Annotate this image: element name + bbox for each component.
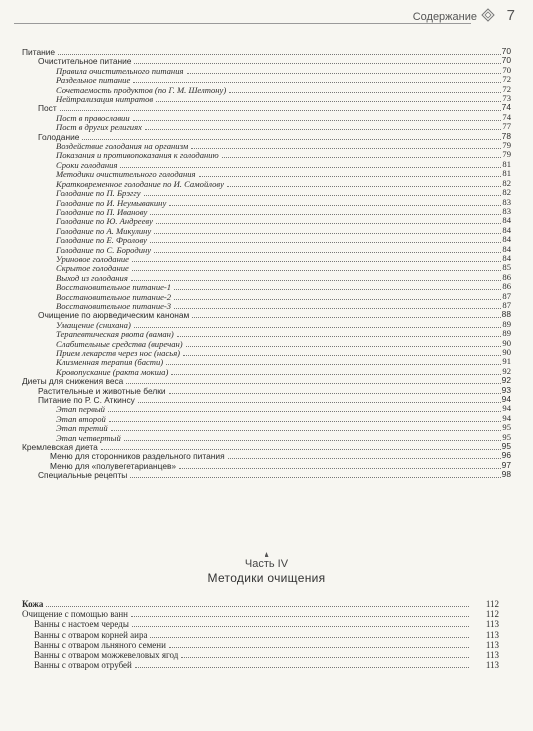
dot-leader bbox=[150, 235, 501, 243]
dot-leader bbox=[192, 310, 501, 318]
toc-entry-title: Голодание по С. Бородину bbox=[56, 244, 152, 255]
toc-entry-title: Скрытое голодание bbox=[56, 263, 129, 274]
toc-entry[interactable] bbox=[0, 599, 533, 609]
dot-leader bbox=[133, 75, 501, 83]
toc-entry[interactable] bbox=[0, 273, 533, 282]
toc-entry-title: Нейтрализация нитратов bbox=[56, 94, 154, 105]
toc-entry-title: Прием лекарств через нос (насья) bbox=[56, 348, 181, 358]
toc-entry-title: Пост в православии bbox=[56, 112, 130, 123]
toc-entry-page: 93 bbox=[501, 384, 511, 395]
toc-entry-page: 85 bbox=[502, 262, 511, 273]
toc-entry-page: 97 bbox=[501, 459, 511, 470]
toc-entry[interactable] bbox=[0, 103, 533, 112]
toc-entry[interactable] bbox=[0, 122, 533, 131]
toc-entry-title: Ванны с отваром льняного семени bbox=[34, 639, 166, 650]
dot-leader bbox=[186, 339, 501, 347]
toc-entry-title: Ванны с настоем череды bbox=[34, 619, 129, 630]
toc-entry[interactable] bbox=[0, 188, 533, 197]
page-number: 7 bbox=[506, 7, 515, 24]
dot-leader bbox=[120, 160, 501, 168]
toc-entry-page: 92 bbox=[502, 365, 511, 376]
toc-entry-title: Восстановительное питание-2 bbox=[56, 291, 172, 302]
toc-entry-page: 70 bbox=[502, 64, 511, 75]
toc-entry[interactable] bbox=[0, 216, 533, 225]
toc-entry[interactable] bbox=[0, 414, 533, 423]
toc-entry-page: 90 bbox=[502, 347, 511, 357]
toc-entry[interactable] bbox=[0, 640, 533, 650]
toc-entry[interactable] bbox=[0, 292, 533, 301]
dot-leader bbox=[222, 150, 501, 158]
toc-entry[interactable] bbox=[0, 367, 533, 376]
toc-entry-title: Этап четвертый bbox=[56, 432, 121, 443]
toc-entry-page: 113 bbox=[485, 639, 499, 650]
toc-entry[interactable] bbox=[0, 650, 533, 660]
dot-leader bbox=[181, 650, 469, 658]
dot-leader bbox=[169, 198, 501, 206]
toc-entry-page: 96 bbox=[501, 450, 511, 461]
toc-entry-title: Голодание по Е. Фролову bbox=[56, 235, 148, 246]
toc-entry-page: 81 bbox=[502, 158, 511, 169]
toc-entry-page: 70 bbox=[501, 55, 511, 66]
toc-entry-title: Клизменная терапия (басти) bbox=[56, 357, 164, 368]
toc-entry-page: 72 bbox=[502, 74, 511, 85]
toc-entry-title: Ванны с отваром можжевеловых ягод bbox=[34, 649, 179, 660]
toc-entry-title: Ванны с отваром отрубей bbox=[34, 660, 132, 671]
toc-entry-title: Этап третий bbox=[56, 423, 108, 434]
toc-entry-title: Питание bbox=[22, 47, 56, 57]
toc-entry[interactable] bbox=[0, 470, 533, 479]
toc-entry-title: Диеты для снижения веса bbox=[22, 376, 124, 387]
dot-leader bbox=[174, 292, 501, 300]
toc-entry-title: Кровопускание (ракта мокша) bbox=[56, 366, 169, 377]
toc-entry-title: Уриновое голодание bbox=[56, 253, 129, 264]
toc-entry-page: 94 bbox=[502, 403, 511, 414]
toc-entry-title: Голодание по Ю. Андрееву bbox=[56, 216, 153, 227]
dot-leader bbox=[126, 376, 501, 384]
dot-leader bbox=[156, 216, 501, 224]
toc-entry-title: Очищение с помощью ванн bbox=[22, 609, 128, 620]
toc-entry-page: 112 bbox=[485, 609, 499, 620]
dot-leader bbox=[133, 113, 501, 121]
dot-leader bbox=[134, 56, 501, 64]
dot-leader bbox=[108, 404, 501, 412]
toc-entry[interactable] bbox=[0, 329, 533, 338]
toc-part3-list bbox=[0, 47, 533, 480]
dot-leader bbox=[135, 660, 469, 668]
toc-entry-title: Сроки голодания bbox=[56, 159, 118, 170]
dot-leader bbox=[199, 169, 501, 177]
toc-entry-page: 83 bbox=[502, 205, 511, 216]
dot-leader bbox=[191, 141, 501, 149]
toc-entry[interactable] bbox=[0, 47, 533, 56]
toc-entry-page: 82 bbox=[502, 187, 511, 198]
dot-leader bbox=[131, 609, 469, 617]
toc-entry-title: Сочетаемость продуктов (по Г. М. Шелтону) bbox=[56, 84, 227, 95]
dot-leader bbox=[150, 630, 469, 638]
toc-entry-page: 86 bbox=[502, 271, 511, 282]
toc-entry-title: Воздействие голодания на организм bbox=[56, 141, 189, 152]
dot-leader bbox=[166, 357, 501, 365]
toc-entry[interactable] bbox=[0, 169, 533, 178]
part-title: Часть IV bbox=[244, 558, 289, 570]
toc-entry-page: 74 bbox=[502, 111, 511, 122]
toc-entry[interactable] bbox=[0, 179, 533, 188]
toc-entry[interactable] bbox=[0, 85, 533, 94]
toc-entry-page: 113 bbox=[485, 629, 499, 640]
toc-entry[interactable] bbox=[0, 226, 533, 235]
toc-entry-title: Терапевтическая рвота (ваман) bbox=[56, 329, 174, 340]
toc-entry-title: Очистительное питание bbox=[38, 56, 132, 67]
toc-entry-page: 89 bbox=[502, 318, 511, 329]
toc-entry-title: Голодание по А. Микулину bbox=[56, 225, 152, 236]
toc-entry[interactable] bbox=[0, 609, 533, 619]
toc-entry[interactable] bbox=[0, 376, 533, 385]
dot-leader bbox=[171, 367, 501, 375]
dot-leader bbox=[111, 423, 501, 431]
toc-entry-title: Меню для сторонников раздельного питания bbox=[50, 451, 225, 462]
toc-entry-title: Очищение по аюрведическим канонам bbox=[38, 310, 190, 321]
toc-entry-page: 95 bbox=[502, 422, 511, 433]
dot-leader bbox=[46, 599, 469, 607]
toc-entry[interactable] bbox=[0, 630, 533, 640]
toc-entry-title: Меню для «полувегетарианцев» bbox=[50, 460, 177, 471]
toc-entry-page: 95 bbox=[501, 441, 511, 452]
dot-leader bbox=[154, 226, 501, 234]
toc-entry[interactable] bbox=[0, 619, 533, 629]
toc-entry-title: Растительные и животные белки bbox=[38, 385, 166, 396]
toc-entry-page: 84 bbox=[502, 243, 511, 254]
toc-entry-page: 91 bbox=[502, 356, 511, 367]
toc-entry-page: 84 bbox=[502, 234, 511, 245]
toc-entry-title: Голодание по П. Иванову bbox=[56, 206, 148, 217]
section-title: Содержание bbox=[412, 11, 477, 23]
toc-entry-title: Ванны с отваром корней аира bbox=[34, 629, 148, 640]
toc-entry[interactable] bbox=[0, 254, 533, 263]
header-divider bbox=[14, 23, 471, 24]
toc-entry-title: Голодание bbox=[38, 131, 80, 142]
toc-entry[interactable] bbox=[0, 132, 533, 141]
toc-entry[interactable] bbox=[0, 235, 533, 244]
dot-leader bbox=[124, 433, 501, 441]
toc-entry-page: 83 bbox=[502, 196, 511, 207]
dot-leader bbox=[227, 179, 501, 187]
toc-entry[interactable] bbox=[0, 357, 533, 366]
toc-entry-title: Выход из голодания bbox=[56, 272, 128, 283]
toc-entry[interactable] bbox=[0, 56, 533, 65]
dot-leader bbox=[132, 254, 501, 262]
toc-entry[interactable] bbox=[0, 113, 533, 122]
toc-entry-page: 84 bbox=[502, 215, 511, 226]
part-heading bbox=[0, 558, 533, 585]
toc-entry[interactable] bbox=[0, 207, 533, 216]
toc-entry-page: 113 bbox=[485, 660, 499, 671]
toc-entry[interactable] bbox=[0, 339, 533, 348]
toc-entry[interactable] bbox=[0, 310, 533, 319]
dot-leader bbox=[154, 245, 501, 253]
toc-entry-title: Специальные рецепты bbox=[38, 470, 128, 481]
toc-entry[interactable] bbox=[0, 395, 533, 404]
diamond-ornament-icon bbox=[481, 8, 495, 22]
dot-leader bbox=[58, 47, 501, 55]
toc-entry-title: Методики очистительного голодания bbox=[56, 169, 196, 180]
dot-leader bbox=[132, 619, 469, 627]
toc-entry-page: 112 bbox=[485, 599, 499, 609]
dot-leader bbox=[130, 470, 501, 478]
toc-entry-page: 79 bbox=[502, 149, 511, 160]
toc-entry[interactable] bbox=[0, 423, 533, 432]
dot-leader bbox=[187, 66, 502, 74]
toc-entry-title: Пост bbox=[38, 103, 57, 114]
toc-entry[interactable] bbox=[0, 282, 533, 291]
toc-entry-page: 84 bbox=[502, 224, 511, 235]
dot-leader bbox=[132, 263, 501, 271]
toc-entry-page: 113 bbox=[485, 649, 499, 660]
toc-entry-title: Этап первый bbox=[56, 404, 105, 415]
toc-entry-page: 74 bbox=[501, 102, 511, 113]
toc-entry-page: 89 bbox=[502, 328, 511, 339]
dot-leader bbox=[144, 188, 501, 196]
toc-entry-page: 72 bbox=[502, 83, 511, 94]
toc-entry-page: 78 bbox=[501, 130, 511, 141]
toc-entry-title: Пост в других религиях bbox=[56, 122, 142, 133]
toc-entry[interactable] bbox=[0, 245, 533, 254]
toc-entry-title: Восстановительное питание-3 bbox=[56, 300, 172, 311]
toc-entry-page: 92 bbox=[501, 375, 511, 386]
toc-entry-title: Голодание по П. Брэггу bbox=[56, 188, 141, 199]
toc-entry-page: 87 bbox=[502, 299, 511, 310]
dot-leader bbox=[228, 451, 501, 459]
dot-leader bbox=[101, 442, 501, 450]
toc-entry-page: 79 bbox=[502, 140, 511, 151]
toc-entry-title: Правила очистительного питания bbox=[56, 65, 184, 76]
toc-entry-title: Голодание по И. Неумывакину bbox=[56, 197, 167, 208]
toc-entry[interactable] bbox=[0, 141, 533, 150]
toc-entry-page: 84 bbox=[502, 252, 511, 263]
toc-entry[interactable] bbox=[0, 66, 533, 75]
toc-entry[interactable] bbox=[0, 150, 533, 159]
dot-leader bbox=[169, 386, 501, 394]
toc-entry[interactable] bbox=[0, 320, 533, 329]
dot-leader bbox=[60, 103, 501, 111]
dot-leader bbox=[174, 301, 501, 309]
toc-entry[interactable] bbox=[0, 433, 533, 442]
dot-leader bbox=[179, 461, 501, 469]
toc-entry-page: 90 bbox=[502, 337, 511, 348]
toc-entry[interactable] bbox=[0, 263, 533, 272]
toc-entry[interactable] bbox=[0, 94, 533, 103]
toc-entry-title: Показания и противопоказания к голоданию bbox=[56, 150, 219, 161]
toc-entry-page: 94 bbox=[501, 394, 511, 405]
dot-leader bbox=[82, 132, 501, 140]
toc-entry-page: 113 bbox=[485, 619, 499, 630]
dot-leader bbox=[229, 85, 501, 93]
dot-leader bbox=[145, 122, 501, 130]
toc-entry[interactable] bbox=[0, 451, 533, 460]
toc-entry[interactable] bbox=[0, 461, 533, 470]
dot-leader bbox=[109, 414, 501, 422]
toc-entry[interactable] bbox=[0, 348, 533, 357]
page-header bbox=[0, 0, 533, 30]
dot-leader bbox=[183, 348, 501, 356]
toc-entry-page: 81 bbox=[502, 168, 511, 179]
toc-entry-page: 95 bbox=[502, 431, 511, 442]
toc-entry[interactable] bbox=[0, 198, 533, 207]
toc-entry-page: 94 bbox=[502, 412, 511, 423]
toc-entry-title: Кожа bbox=[22, 599, 44, 609]
toc-entry-page: 86 bbox=[502, 281, 511, 292]
toc-entry-page: 70 bbox=[501, 46, 511, 56]
dot-leader bbox=[138, 395, 501, 403]
toc-entry-title: Кратковременное голодание по И. Самойлову bbox=[56, 178, 224, 189]
toc-entry-page: 73 bbox=[502, 93, 511, 104]
dot-leader bbox=[177, 329, 501, 337]
toc-entry-title: Раздельное питание bbox=[56, 75, 131, 86]
toc-entry[interactable] bbox=[0, 75, 533, 84]
toc-entry-page: 82 bbox=[502, 177, 511, 188]
toc-entry-title: Восстановительное питание-1 bbox=[56, 282, 172, 293]
dot-leader bbox=[150, 207, 501, 215]
toc-entry-title: Кремлевская диета bbox=[22, 442, 98, 453]
toc-entry[interactable] bbox=[0, 386, 533, 395]
toc-entry[interactable] bbox=[0, 660, 533, 670]
toc-entry-title: Слабительные средства (виречан) bbox=[56, 338, 183, 349]
part-separator-ornament bbox=[265, 552, 269, 557]
dot-leader bbox=[174, 282, 501, 290]
toc-entry-page: 98 bbox=[501, 469, 511, 480]
toc-entry-page: 87 bbox=[502, 290, 511, 301]
toc-entry[interactable] bbox=[0, 442, 533, 451]
part-subtitle: Методики очищения bbox=[207, 571, 326, 585]
toc-entry-title: Умащение (снихана) bbox=[56, 319, 131, 330]
toc-part4-list bbox=[0, 599, 533, 670]
toc-entry-page: 77 bbox=[502, 121, 511, 132]
dot-leader bbox=[156, 94, 501, 102]
dot-leader bbox=[131, 273, 501, 281]
toc-entry-title: Питание по Р. С. Аткинсу bbox=[38, 395, 135, 406]
toc-entry[interactable] bbox=[0, 160, 533, 169]
toc-entry-title: Этап второй bbox=[56, 413, 106, 424]
toc-entry[interactable] bbox=[0, 404, 533, 413]
toc-entry[interactable] bbox=[0, 301, 533, 310]
dot-leader bbox=[134, 320, 501, 328]
toc-entry-page: 88 bbox=[501, 309, 511, 320]
dot-leader bbox=[169, 640, 469, 648]
